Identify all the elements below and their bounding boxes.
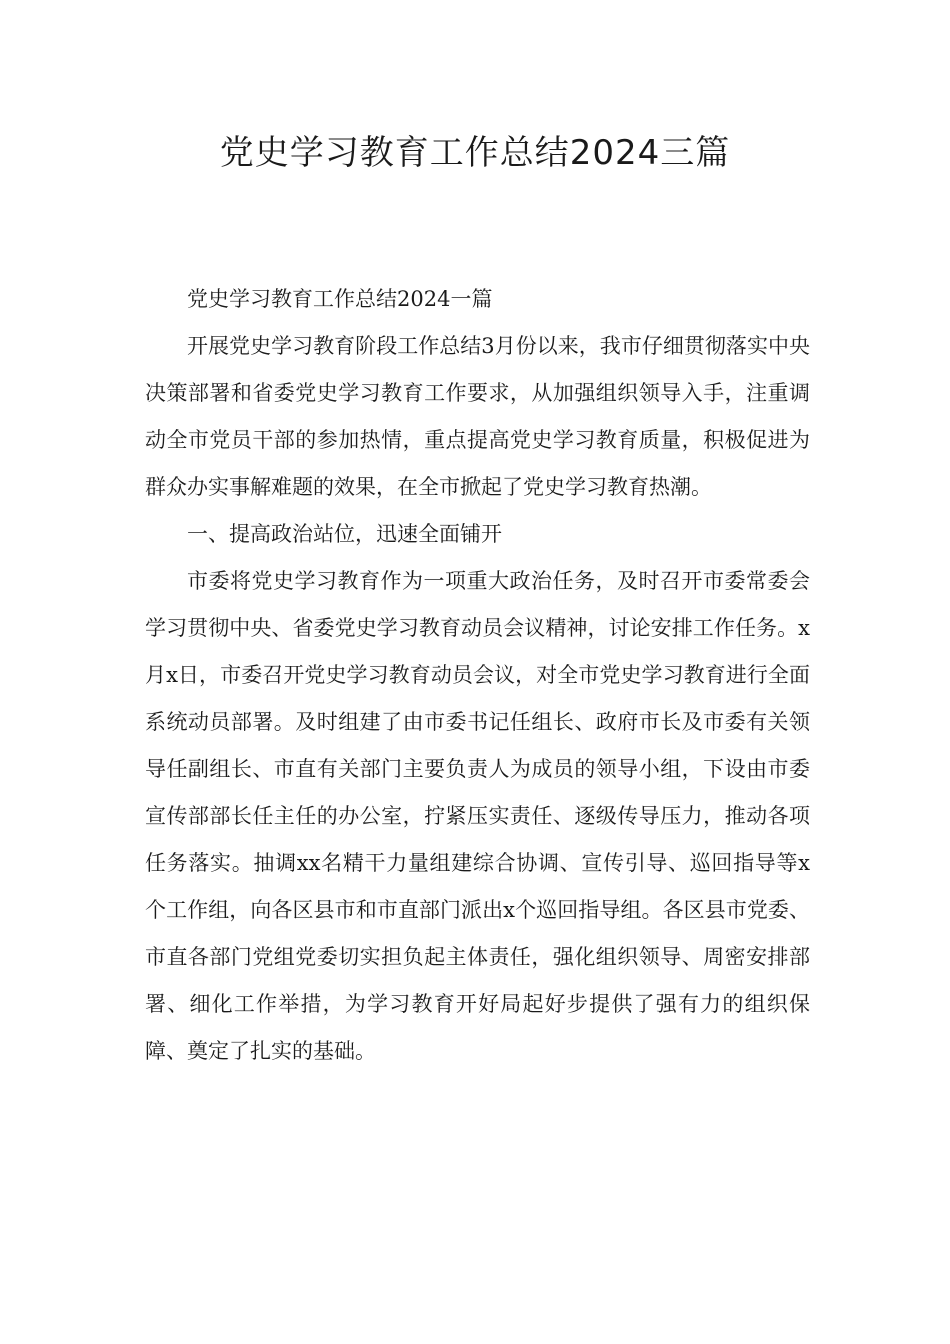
document-title: 党史学习教育工作总结2024三篇 [219, 133, 731, 173]
document-body [145, 276, 810, 1075]
paragraph: 开展党史学习教育阶段工作总结3月份以来，我市仔细贯彻落实中央决策部署和省委党史学习教育工作要求，从加强组织领导入手，注重调动全市党员干部的参加热情，重点提高党史学习教育质量，积极促进为群众办实事解难题的效果，在全市掀起了党史学习教育热潮。 [145, 334, 810, 499]
section-heading: 党史学习教育工作总结2024一篇 [187, 287, 493, 311]
paragraph: 市委将党史学习教育作为一项重大政治任务，及时召开市委常委会学习贯彻中央、省委党史学习教育动员会议精神，讨论安排工作任务。x月x日，市委召开党史学习教育动员会议，对全市党史学习教育进行全面系统动员部署。及时组建了由市委书记任组长、政府市长及市委有关领导任副组长、市直有关部门主要负责人为成员的领导小组，下设由市委宣传部部长任主任的办公室，拧紧压实责任、逐级传导压力，推动各项任务落实。抽调xx名精干力量组建综合协调、宣传引导、巡回指导等x个工作组，向各区县市和市直部门派出x个巡回指导组。各区县市党委、市直各部门党组党委切实担负起主体责任，强化组织领导、周密安排部署、细化工作举措，为学习教育开好局起好步提供了强有力的组织保障、奠定了扎实的基础。 [145, 569, 810, 1063]
section-heading: 一、提高政治站位，迅速全面铺开 [187, 522, 502, 546]
